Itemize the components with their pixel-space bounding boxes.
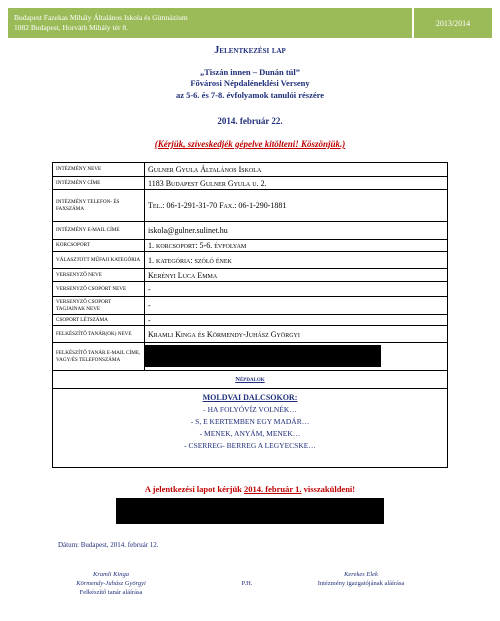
table-row [53,252,447,269]
table-row [53,315,447,326]
row-value: Gulner Gyula Általános Iskola [148,165,262,174]
director-signature-role: Intézmény igazgatójának aláírása [317,580,405,587]
row-value: 1. korcsoport: 5-6. évfolyam [148,241,247,250]
row-label: FELKÉSZÍTŐ TANÁR E-MAIL CÍME, VAGY/ÉS TELEFONSZÁMA [53,343,145,370]
teacher-signature [56,570,166,597]
row-label: VERSENYZŐ CSOPORT TAGJAINAK NEVE [53,297,145,314]
registration-table [52,162,448,468]
row-label: CSOPORT LÉTSZÁMA [53,315,145,325]
table-row [53,269,447,282]
row-value: Kerényi Luca Emma [148,270,218,280]
deadline-text-before: A jelentkezési lapot kérjük [144,484,245,494]
table-row [53,222,447,240]
redacted-block [116,498,384,524]
competition-type: Fővárosi Népdaléneklési Verseny [190,78,310,88]
songs-heading: Népdalok [53,371,447,389]
event-date: 2014. február 22. [217,116,283,126]
table-row [53,297,447,315]
page-title: Jelentkezési lap [214,45,286,56]
row-label: INTÉZMÉNY CÍME [53,177,145,189]
school-address: 1082 Budapest, Horváth Mihály tér 8. [14,23,128,32]
table-row [53,282,447,297]
teacher-signature-role: Felkészítő tanár aláírása [79,589,143,596]
song-item: - S, E KERTEMBEN EGY MADÁR… [190,417,310,426]
row-value: 1183 Budapest Gulner Gyula u. 2. [148,178,267,188]
fill-request: (Kérjük, szíveskedjék gépelve kitölteni! Köszönjük.) [154,139,346,149]
row-label: VERSENYZŐ CSOPORT NEVE [53,282,145,296]
stamp-placeholder: P.H. [241,580,253,587]
row-value [145,343,447,370]
table-row [53,326,447,343]
row-label: VERSENYZŐ NEVE [53,269,145,281]
row-value: - [148,284,151,294]
table-row [53,163,447,177]
table-row [53,190,447,222]
song-item: - MENEK, ANYÁM, MENEK… [199,429,301,438]
deadline-text-after: visszaküldeni! [301,484,356,494]
row-label: VÁLASZTOTT MŰFAJI KATEGÓRIA [53,252,145,268]
school-info [8,8,412,38]
row-label: INTÉZMÉNY NEVE [53,163,145,176]
document-date: Dátum: Budapest, 2014. február 12. [58,541,159,549]
competition-audience: az 5-6. és 7-8. évfolyamok tanulói részére [175,90,325,100]
director-signature [296,571,426,588]
song-item: - CSERREG- BERREG A LEGYECSKE… [184,441,316,450]
director-signature-name: Kerekes Elek [344,571,378,578]
table-row [53,240,447,252]
letterhead [8,8,492,38]
school-year: 2013/2014 [412,8,492,38]
row-label: FELKÉSZÍTŐ TANÁR(OK) NEVE [53,326,145,342]
table-row [53,343,447,371]
songs-section [53,389,447,467]
song-item: - HA FOLYÓVÍZ VOLNÉK… [203,405,297,414]
row-label: INTÉZMÉNY TELEFON- ÉS FAXSZÁMA [53,190,145,221]
row-label: KORCSOPORT [53,240,145,251]
school-name: Budapest Fazekas Mihály Általános Iskola és Gimnázium [14,13,188,22]
row-value: iskola@gulner.sulinet.hu [148,226,228,235]
row-value: Kramli Kinga és Körmendy-Juhász Györgyi [148,329,300,339]
row-label: INTÉZMÉNY E-MAIL CÍME [53,222,145,239]
row-value: - [148,315,151,325]
deadline-date: 2014. február 1. [244,484,302,494]
competition-name: „Tiszán innen – Dunán túl” [200,67,300,77]
teacher-signature-name2: Körmendy-Juhász Györgyi [76,580,146,587]
row-value: Tel.: 06-1-291-31-70 Fax.: 06-1-290-1881 [148,201,287,210]
redacted-contact [145,345,381,367]
teacher-signature-name1: Kramli Kinga [93,571,129,578]
songs-group-title: MOLDVAI DALCSOKOR: [202,393,298,402]
row-value: - [148,301,151,310]
row-value: 1. kategória: szóló ének [148,255,232,265]
table-row [53,177,447,190]
deadline-note [0,484,500,494]
